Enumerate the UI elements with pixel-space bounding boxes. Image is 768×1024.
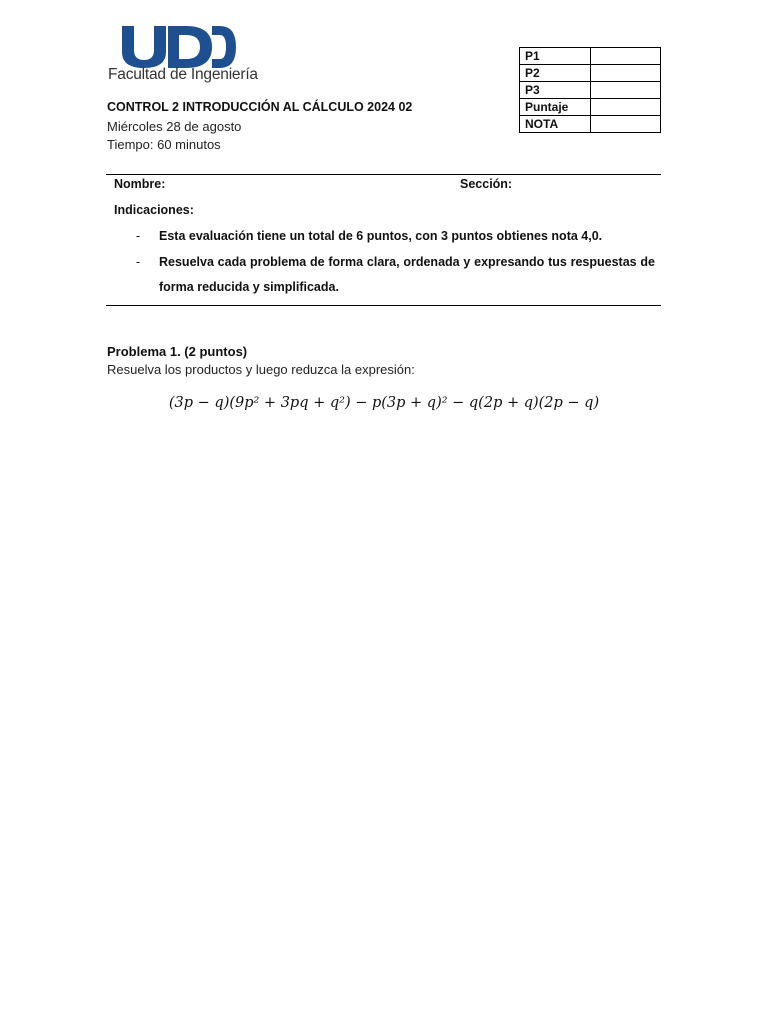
score-value[interactable] <box>591 48 661 65</box>
instructions-heading: Indicaciones: <box>114 203 194 217</box>
score-label: NOTA <box>520 116 591 133</box>
bullet-dash: - <box>136 255 141 269</box>
problem-expression: (3p − q)(9p² + 3pq + q²) − p(3p + q)² − q(2p + q)(2p − q) <box>168 395 600 411</box>
section-label: Sección: <box>460 177 513 191</box>
exam-time: Tiempo: 60 minutos <box>107 137 221 152</box>
instruction-item: Esta evaluación tiene un total de 6 puntos, con 3 puntos obtienes nota 4,0. <box>159 229 603 243</box>
bullet-dash: - <box>136 229 141 243</box>
score-row-nota <box>520 116 661 133</box>
score-row-puntaje <box>520 99 661 116</box>
exam-title: CONTROL 2 INTRODUCCIÓN AL CÁLCULO 2024 02 <box>107 100 413 114</box>
faculty-name: Facultad de Ingeniería <box>108 66 258 83</box>
score-table <box>519 47 661 133</box>
name-label: Nombre: <box>114 177 166 191</box>
score-label: Puntaje <box>520 99 591 116</box>
divider-top <box>106 174 661 175</box>
problem-title: Problema 1. (2 puntos) <box>107 344 248 359</box>
divider-bottom <box>106 305 661 306</box>
instruction-item-continued: forma reducida y simplificada. <box>159 280 339 294</box>
score-row-p1 <box>520 48 661 65</box>
score-value[interactable] <box>591 99 661 116</box>
score-label: P2 <box>520 65 591 82</box>
score-value[interactable] <box>591 65 661 82</box>
score-value[interactable] <box>591 116 661 133</box>
score-row-p2 <box>520 65 661 82</box>
score-value[interactable] <box>591 82 661 99</box>
instruction-item: Resuelva cada problema de forma clara, ordenada y expresando tus respuestas de <box>159 255 655 269</box>
exam-date: Miércoles 28 de agosto <box>107 119 242 134</box>
problem-description: Resuelva los productos y luego reduzca la expresión: <box>107 362 415 377</box>
score-label: P1 <box>520 48 591 65</box>
score-row-p3 <box>520 82 661 99</box>
score-label: P3 <box>520 82 591 99</box>
